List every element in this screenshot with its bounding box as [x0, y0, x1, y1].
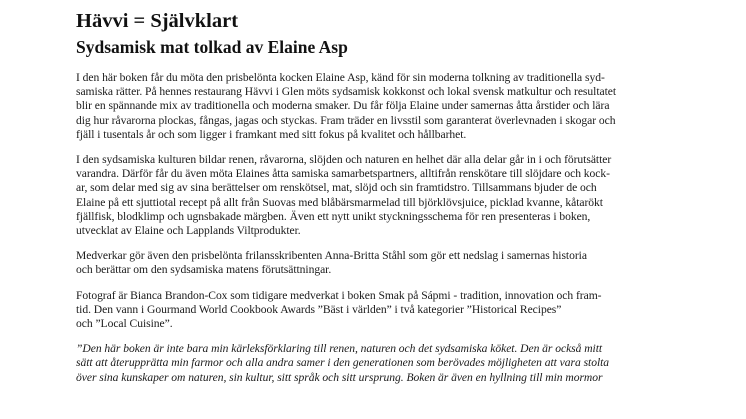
paragraph-contributor — [76, 249, 696, 277]
quote-line: ”Den här boken är inte bara min kärleksförklaring till renen, naturen och det sydsamiska köket. Den är också mitt — [76, 342, 603, 356]
text-line: och ”Local Cuisine”. — [76, 317, 173, 331]
text-line: samiska rätter. På hennes restaurang Hävvi i Glen möts sydsamisk kokkonst och lokal svensk matkultur och resultatet — [76, 85, 617, 99]
quote-line: över sina kunskaper om naturen, sin kultur, sitt språk och sitt ursprung. Boken är även en hyllning till min mormor — [76, 370, 603, 384]
text-line: och berättar om den sydsamiska matens förutsättningar. — [76, 263, 332, 277]
paragraph-intro — [76, 71, 696, 142]
text-line: blir en spännande mix av traditionella och moderna smaker. Du får följa Elaine under samernas åtta årstider och lära — [76, 99, 610, 113]
text-line: ar, som delar med sig av sina berättelser om renskötsel, mat, slöjd och sin framtidstro. Tillsammans bjuder de och — [76, 181, 597, 195]
page-subtitle: Sydsamisk mat tolkad av Elaine Asp — [76, 37, 348, 57]
text-line: Elaine på ett sjuttiotal recept på allt från Suovas med blåbärsmarmelad till björklövsjuice, picklad kvanne, kåtarökt — [76, 195, 603, 209]
text-line: fjäll i tusentals år och som ligger i framkant med sitt fokus på kvalitet och hållbarhet. — [76, 127, 467, 141]
text-line: I den sydsamiska kulturen bildar renen, råvarorna, slöjden och naturen en helhet där alla delar går in i och förutsätter — [76, 153, 612, 167]
text-line: fjällfisk, blodklimp och ugnsbakade märgben. Även ett nytt unikt styckningsschema för ren presenteras i boken, — [76, 209, 591, 223]
text-line: varandra. Därför får du även möta Elaines åtta samiska samarbetspartners, alltifrån renskötare till slöjdare och kock- — [76, 167, 610, 181]
text-line: utvecklat av Elaine och Lapplands Viltprodukter. — [76, 224, 301, 238]
quote-line: sätt att återupprätta min farmor och alla andra samer i den generationen som berövades möjligheten att vara stolta — [76, 356, 610, 370]
text-line: dig hur råvarorna plockas, fångas, jagas och styckas. Fram träder en livsstil som garanterat överlevnaden i skogar och — [76, 113, 616, 127]
paragraph-photographer — [76, 289, 696, 332]
document-content — [76, 9, 696, 385]
page-title: Hävvi = Självklart — [76, 10, 239, 32]
text-line: tid. Den vann i Gourmand World Cookbook Awards ”Bäst i världen” i två kategorier ”Historical Recipes” — [76, 302, 562, 316]
text-line: I den här boken får du möta den prisbelönta kocken Elaine Asp, känd för sin moderna tolkning av traditionella syd- — [76, 71, 605, 84]
text-line: Medverkar gör även den prisbelönta frilansskribenten Anna-Britta Ståhl som gör ett nedslag i samernas historia — [76, 249, 587, 263]
paragraph-quote — [76, 342, 696, 385]
paragraph-culture — [76, 153, 696, 238]
text-line: Fotograf är Bianca Brandon-Cox som tidigare medverkat i boken Smak på Sápmi - tradition, innovation och fram- — [76, 288, 602, 302]
